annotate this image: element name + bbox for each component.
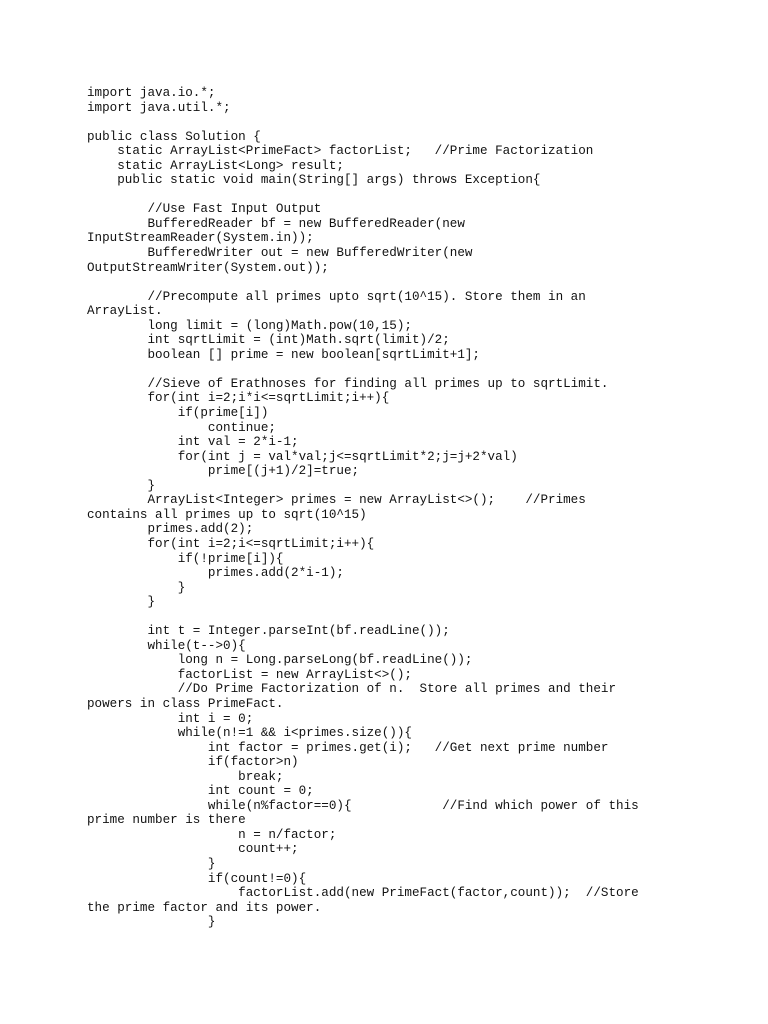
code-line: the prime factor and its power. bbox=[87, 900, 322, 915]
code-line: ArrayList. bbox=[87, 304, 163, 319]
code-line: OutputStreamWriter(System.out)); bbox=[87, 260, 329, 275]
code-line: public class Solution { bbox=[87, 129, 261, 144]
code-line: } bbox=[87, 856, 216, 871]
code-line: } bbox=[87, 478, 156, 493]
code-line: //Do Prime Factorization of n. Store all primes and their bbox=[87, 682, 617, 697]
code-line: } bbox=[87, 580, 186, 595]
code-line: if(factor>n) bbox=[87, 755, 299, 770]
code-line: if(!prime[i]){ bbox=[87, 551, 284, 566]
code-line: prime[(j+1)/2]=true; bbox=[87, 464, 360, 479]
code-line: } bbox=[87, 915, 216, 930]
code-line: continue; bbox=[87, 420, 276, 435]
code-line: factorList = new ArrayList<>(); bbox=[87, 667, 412, 682]
code-line: prime number is there bbox=[87, 813, 246, 828]
code-line: int i = 0; bbox=[87, 711, 254, 726]
code-line: import java.util.*; bbox=[87, 100, 231, 115]
code-line: //Use Fast Input Output bbox=[87, 202, 322, 217]
code-line: while(n!=1 && i<primes.size()){ bbox=[87, 726, 412, 741]
code-line bbox=[87, 275, 747, 290]
code-line: for(int j = val*val;j<=sqrtLimit*2;j=j+2*val) bbox=[87, 449, 518, 464]
code-line: factorList.add(new PrimeFact(factor,count)); //Store bbox=[87, 886, 639, 901]
code-line: contains all primes up to sqrt(10^15) bbox=[87, 507, 367, 522]
code-line: int val = 2*i-1; bbox=[87, 435, 299, 450]
code-line: if(prime[i]) bbox=[87, 406, 269, 421]
code-line: primes.add(2*i-1); bbox=[87, 566, 344, 581]
code-line: ArrayList<Integer> primes = new ArrayList<>(); //Primes bbox=[87, 493, 586, 508]
code-line bbox=[87, 115, 747, 130]
code-line: break; bbox=[87, 769, 284, 784]
code-line: int factor = primes.get(i); //Get next prime number bbox=[87, 740, 609, 755]
code-line: } bbox=[87, 595, 156, 610]
code-line bbox=[87, 362, 747, 377]
code-line bbox=[87, 610, 747, 625]
code-line: static ArrayList<Long> result; bbox=[87, 158, 344, 173]
code-line bbox=[87, 188, 747, 203]
code-line: int count = 0; bbox=[87, 784, 314, 799]
code-line: boolean [] prime = new boolean[sqrtLimit+1]; bbox=[87, 347, 480, 362]
code-line: while(t-->0){ bbox=[87, 638, 246, 653]
code-line: InputStreamReader(System.in)); bbox=[87, 231, 314, 246]
source-code-block bbox=[87, 86, 747, 930]
code-line: while(n%factor==0){ //Find which power of this bbox=[87, 798, 639, 813]
code-line: count++; bbox=[87, 842, 299, 857]
code-line: import java.io.*; bbox=[87, 86, 216, 100]
code-line: int sqrtLimit = (int)Math.sqrt(limit)/2; bbox=[87, 333, 450, 348]
code-line: int t = Integer.parseInt(bf.readLine()); bbox=[87, 624, 450, 639]
code-line: long limit = (long)Math.pow(10,15); bbox=[87, 318, 412, 333]
code-line: static ArrayList<PrimeFact> factorList; //Prime Factorization bbox=[87, 144, 594, 159]
code-line: for(int i=2;i<=sqrtLimit;i++){ bbox=[87, 536, 375, 551]
code-line: for(int i=2;i*i<=sqrtLimit;i++){ bbox=[87, 391, 390, 406]
code-line: if(count!=0){ bbox=[87, 871, 307, 886]
code-line: powers in class PrimeFact. bbox=[87, 696, 284, 711]
code-line: public static void main(String[] args) throws Exception{ bbox=[87, 173, 541, 188]
code-line: //Sieve of Erathnoses for finding all primes up to sqrtLimit. bbox=[87, 376, 609, 391]
code-line: n = n/factor; bbox=[87, 827, 337, 842]
code-line: BufferedWriter out = new BufferedWriter(new bbox=[87, 246, 473, 261]
code-line: long n = Long.parseLong(bf.readLine()); bbox=[87, 653, 473, 668]
code-line: BufferedReader bf = new BufferedReader(new bbox=[87, 216, 465, 231]
code-line: //Precompute all primes upto sqrt(10^15). Store them in an bbox=[87, 289, 586, 304]
code-line: primes.add(2); bbox=[87, 522, 254, 537]
